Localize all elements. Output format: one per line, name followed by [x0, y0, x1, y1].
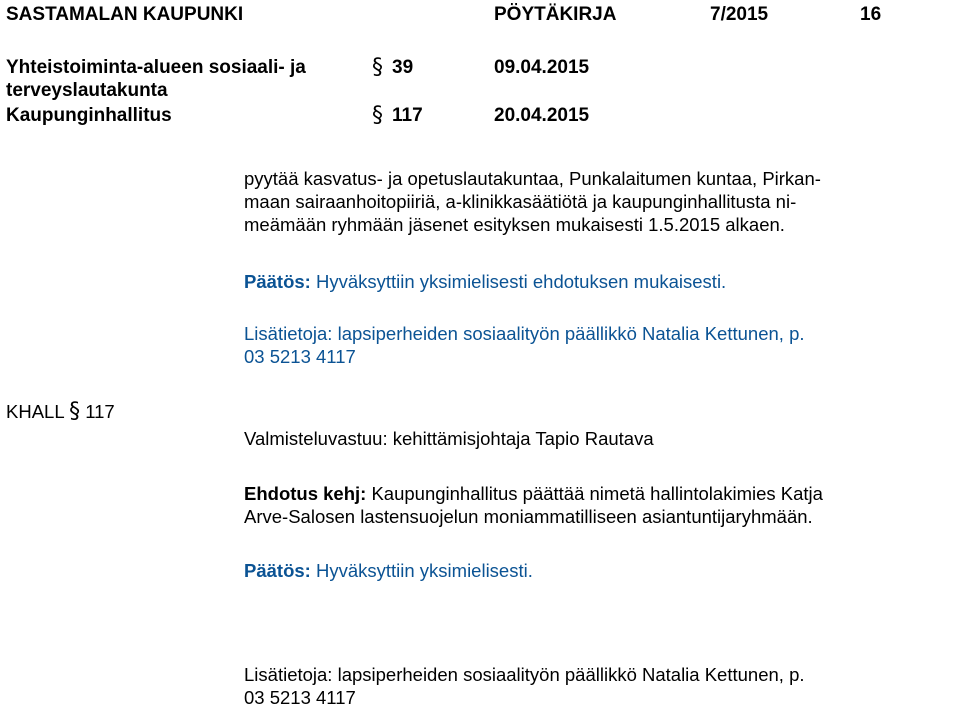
- info1-paragraph: [244, 322, 944, 368]
- khall-marker: [6, 400, 115, 423]
- preparer-text: Valmisteluvastuu: kehittämisjohtaja Tapio Rautava: [244, 428, 654, 449]
- board-date: 20.04.2015: [494, 105, 590, 126]
- info1-line2: 03 5213 4117: [244, 346, 356, 367]
- khall-label: KHALL: [6, 401, 64, 422]
- intro-line: meämään ryhmään jäsenet esityksen mukaisesti 1.5.2015 alkaen.: [244, 214, 785, 235]
- proposal-line2: Arve-Salosen lastensuojelun moniammatilliseen asiantuntijaryhmään.: [244, 506, 813, 527]
- intro-line: maan sairaanhoitopiiriä, a-klinikkasäätiötä ja kaupunginhallitusta ni-: [244, 191, 797, 212]
- decision2-paragraph: [244, 559, 944, 582]
- section-sign-icon: §: [372, 55, 383, 80]
- board-section-number: 117: [392, 105, 423, 126]
- info2-paragraph: [244, 663, 944, 709]
- committee-section-number: 39: [392, 57, 414, 78]
- decision2-label: Päätös:: [244, 560, 311, 581]
- preparer-paragraph: [244, 427, 944, 450]
- khall-number: 117: [85, 401, 115, 422]
- proposal-paragraph: [244, 482, 944, 528]
- intro-line: pyytää kasvatus- ja opetuslautakuntaa, Punkalaitumen kuntaa, Pirkan-: [244, 168, 821, 189]
- section-sign-icon: §: [69, 399, 81, 424]
- decision1-label: Päätös:: [244, 271, 311, 292]
- info2-line2: 03 5213 4117: [244, 687, 356, 708]
- info1-line1: Lisätietoja: lapsiperheiden sosiaalityön päällikkö Natalia Kettunen, p.: [244, 323, 805, 344]
- decision1-paragraph: [244, 270, 944, 293]
- proposal-label: Ehdotus kehj:: [244, 483, 367, 504]
- section-sign-icon: §: [372, 103, 383, 128]
- intro-paragraph: [244, 167, 944, 236]
- committee-name-line2: terveyslautakunta: [6, 80, 168, 101]
- committee-date: 09.04.2015: [494, 57, 590, 78]
- info2-line1: Lisätietoja: lapsiperheiden sosiaalityön päällikkö Natalia Kettunen, p.: [244, 664, 805, 685]
- proposal-line1: Kaupunginhallitus päättää nimetä hallintolakimies Katja: [371, 483, 823, 504]
- decision1-text: Hyväksyttiin yksimielisesti ehdotuksen mukaisesti.: [315, 271, 727, 292]
- page-number: 16: [860, 4, 882, 25]
- committee-name-line1: Yhteistoiminta-alueen sosiaali- ja: [6, 57, 306, 78]
- decision2-text: Hyväksyttiin yksimielisesti.: [315, 560, 533, 581]
- board-name: Kaupunginhallitus: [6, 105, 172, 126]
- doc-number: 7/2015: [710, 4, 769, 25]
- doc-type: PÖYTÄKIRJA: [494, 4, 617, 25]
- org-name: SASTAMALAN KAUPUNKI: [6, 4, 244, 25]
